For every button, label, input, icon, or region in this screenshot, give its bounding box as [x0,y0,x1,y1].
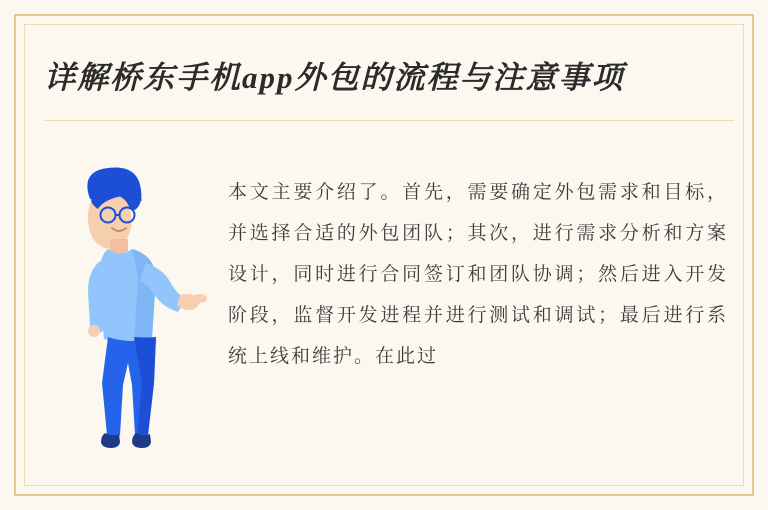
page-title: 详解桥东手机app外包的流程与注意事项 [44,60,625,95]
man-pointing-illustration [60,165,210,460]
title-divider [44,120,734,121]
article-body: 本文主要介绍了。首先，需要确定外包需求和目标，并选择合适的外包团队；其次，进行需求分析和方案设计，同时进行合同签订和团队协调；然后进入开发阶段，监督开发进程并进行测试和调试；最后进行系统上线和维护。在此过 [228,182,728,367]
